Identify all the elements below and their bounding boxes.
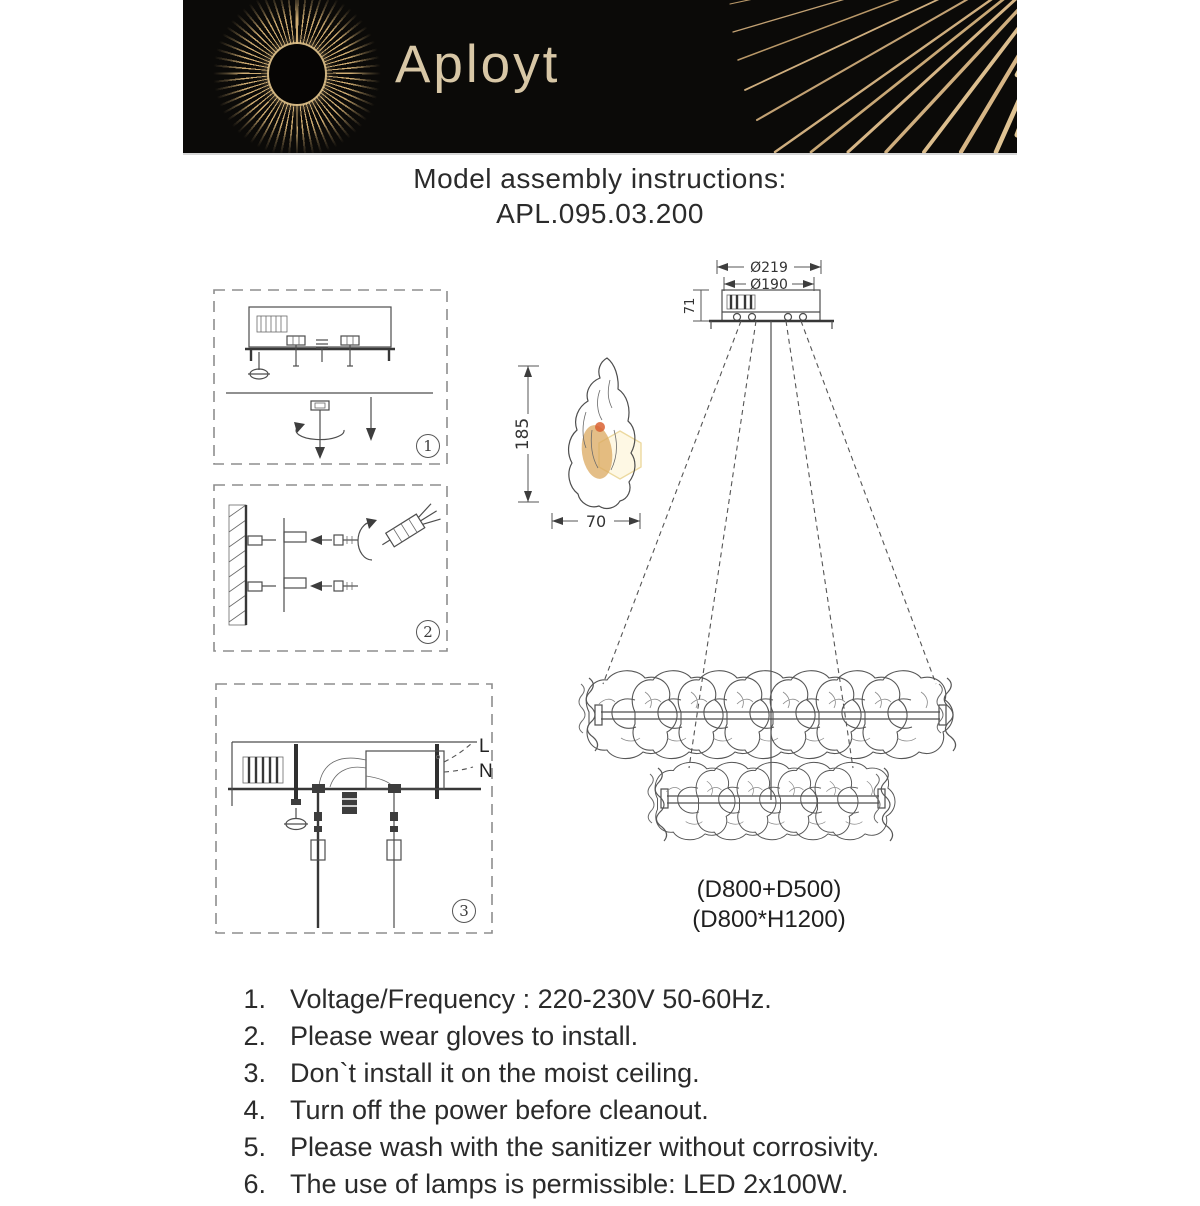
item-text: Please wear gloves to install. bbox=[290, 1021, 639, 1051]
mounting-bracket bbox=[284, 518, 306, 612]
leaf-height-dimension bbox=[513, 366, 539, 502]
suspension-cable-right bbox=[387, 784, 401, 928]
canopy-inner-dimension bbox=[724, 277, 814, 293]
canopy-outer-diameter-label: Ø219 bbox=[750, 260, 788, 276]
list-item bbox=[222, 1095, 1042, 1132]
driver-wires bbox=[319, 743, 473, 787]
step3-diagram bbox=[216, 684, 493, 933]
item-number: 5. bbox=[243, 1132, 266, 1162]
canopy-height-label: 71 bbox=[683, 297, 698, 315]
leaf-height-label: 185 bbox=[513, 417, 533, 451]
mounting-screw-left bbox=[284, 744, 308, 830]
step2-number: 2 bbox=[423, 623, 433, 641]
decorative-rays bbox=[537, 0, 1017, 153]
suspension-cable-left bbox=[311, 784, 325, 928]
bulb-tip bbox=[595, 422, 605, 432]
spring-symbol bbox=[316, 340, 328, 362]
product-size-line1: (D800+D500) bbox=[696, 876, 842, 903]
rotation-arrow bbox=[358, 518, 377, 560]
list-item bbox=[222, 1058, 1042, 1095]
canopy-inner-diameter-label: Ø190 bbox=[750, 277, 788, 293]
step1-diagram bbox=[214, 290, 447, 464]
live-wire-label: L bbox=[479, 736, 490, 757]
item-number: 2. bbox=[243, 1021, 266, 1051]
item-text: Voltage/Frequency : 220-230V 50-60Hz. bbox=[290, 984, 772, 1014]
terminal-block-symbol bbox=[257, 316, 287, 332]
page-title: Model assembly instructions: bbox=[413, 163, 787, 194]
list-item bbox=[222, 1132, 1042, 1169]
canopy-outer-dimension bbox=[717, 260, 821, 276]
item-number: 4. bbox=[243, 1095, 266, 1125]
assembly-diagram bbox=[0, 240, 1200, 980]
center-connector bbox=[342, 792, 357, 814]
item-text: Please wash with the sanitizer without corrosivity. bbox=[290, 1132, 880, 1162]
canopy-height-dimension bbox=[683, 290, 709, 321]
item-number: 1. bbox=[243, 984, 266, 1014]
leaf-width-dimension bbox=[552, 512, 640, 531]
sunburst-logo-core bbox=[269, 44, 325, 104]
leaf-part-drawing bbox=[513, 358, 641, 531]
neutral-wire-label: N bbox=[479, 761, 493, 782]
list-item bbox=[222, 984, 1042, 1021]
upper-ring bbox=[579, 671, 956, 759]
step1-number: 1 bbox=[423, 437, 433, 455]
item-text: Don`t install it on the moist ceiling. bbox=[290, 1058, 700, 1088]
step2-diagram bbox=[214, 485, 447, 651]
brand-name: Aployt bbox=[395, 35, 561, 94]
down-arrow bbox=[366, 397, 376, 441]
list-item bbox=[222, 1021, 1042, 1058]
anchor-bolts bbox=[248, 536, 276, 591]
screw-rotation bbox=[294, 401, 344, 459]
led-driver-box bbox=[366, 751, 444, 789]
product-size-line2: (D800*H1200) bbox=[692, 906, 846, 933]
wall-hatch bbox=[229, 505, 246, 625]
item-number: 3. bbox=[243, 1058, 266, 1088]
terminal-block-symbol bbox=[243, 757, 283, 783]
list-item bbox=[222, 1169, 1042, 1206]
item-text: The use of lamps is permissible: LED 2x100W. bbox=[290, 1169, 849, 1199]
chandelier-drawing bbox=[579, 260, 956, 933]
title-block bbox=[0, 163, 1200, 230]
instruction-list bbox=[222, 984, 1042, 1206]
step3-number: 3 bbox=[459, 902, 469, 920]
brand-banner bbox=[183, 0, 1017, 153]
wire-connector bbox=[378, 503, 442, 552]
model-code: APL.095.03.200 bbox=[496, 198, 704, 229]
leaf-width-label: 70 bbox=[585, 512, 607, 531]
item-number: 6. bbox=[243, 1169, 266, 1199]
item-text: Turn off the power before cleanout. bbox=[290, 1095, 709, 1125]
bracket-screws bbox=[310, 535, 358, 591]
